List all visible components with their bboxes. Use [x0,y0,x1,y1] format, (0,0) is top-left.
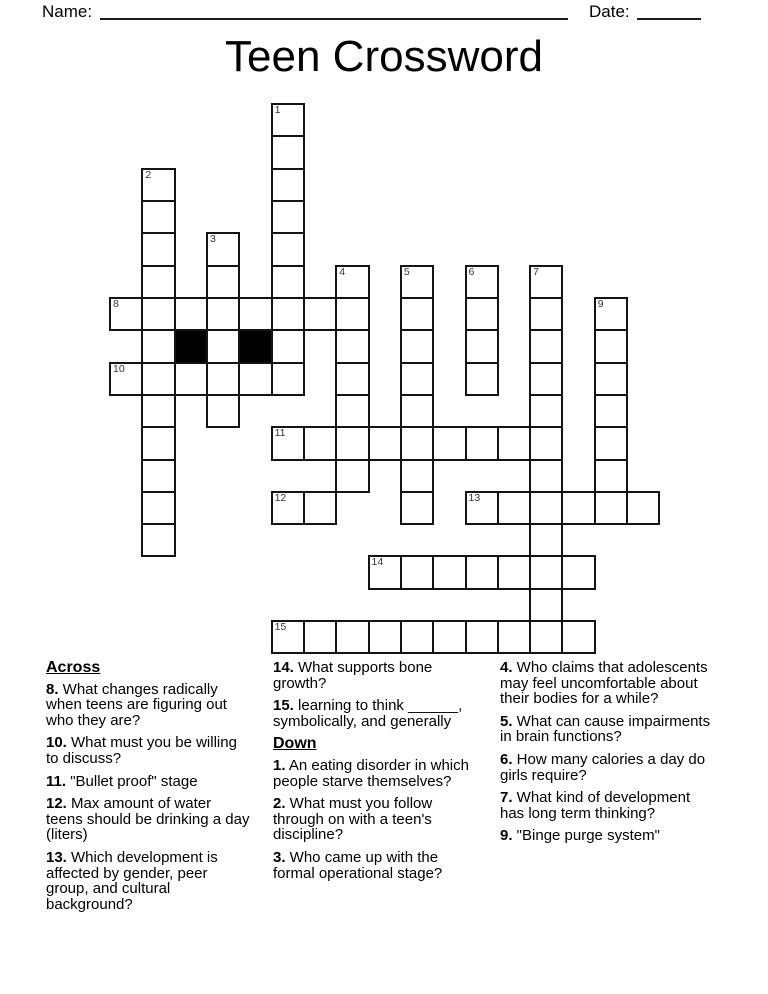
crossword-cell[interactable] [141,168,175,202]
clue-across-15: 15. learning to think ______, symbolically, and generally [273,697,463,730]
cell-number: 8 [113,297,119,310]
clue-number: 9. [500,827,513,845]
clue-number: 4. [500,659,513,676]
crossword-cell[interactable] [271,168,305,202]
crossword-cell[interactable] [141,491,175,525]
crossword-cell[interactable] [271,265,305,299]
clue-down-3: 3. Who came up with the formal operational stage? [273,848,443,882]
crossword-cell[interactable] [141,459,175,493]
crossword-cell[interactable] [141,394,175,428]
crossword-cell[interactable] [141,362,175,396]
crossword-cell[interactable] [529,297,563,331]
crossword-cell[interactable] [206,297,240,331]
crossword-cell[interactable] [529,265,563,299]
crossword-cell[interactable] [465,265,499,299]
crossword-cell[interactable] [529,394,563,428]
date-label: Date: [589,2,630,21]
clue-number: 8. [46,680,59,698]
crossword-cell[interactable] [335,426,369,460]
crossword-cell[interactable] [271,362,305,396]
crossword-cell[interactable] [335,265,369,299]
cell-number: 15 [274,621,287,634]
crossword-cell[interactable] [368,555,402,589]
crossword-cell[interactable] [497,555,531,589]
crossword-cell[interactable] [206,394,240,428]
cell-number: 1 [274,104,281,116]
cell-number: 12 [274,491,287,504]
cell-number: 5 [403,265,410,278]
crossword-cell[interactable] [271,200,305,234]
name-label: Name: [42,2,93,21]
clue-down-4: 4. Who claims that adolescents may feel uncomfortable about their bodies for a while? [500,659,708,708]
clue-down-1: 1. An eating disorder in which people starve themselves? [273,756,469,790]
clue-number: 10. [46,734,67,752]
crossword-cell[interactable] [561,491,595,525]
cell-number: 2 [145,168,152,181]
clue-down-9: 9. "Binge purge system" [500,827,660,845]
clue-number: 7. [500,789,513,807]
crossword-cell[interactable] [400,329,434,363]
clue-down-5: 5. What can cause impairments in brain functions? [500,712,711,746]
crossword-cell[interactable] [368,426,402,460]
crossword-cell[interactable] [271,491,305,525]
clue-number: 6. [500,750,513,768]
clue-number: 5. [500,712,513,730]
crossword-cell[interactable] [465,297,499,331]
crossword-cell[interactable] [497,491,531,525]
crossword-cell[interactable] [465,362,499,396]
crossword-cell[interactable] [497,426,531,460]
clue-number: 1. [273,756,286,774]
crossword-cell[interactable] [271,103,305,137]
crossword-cell[interactable] [335,394,369,428]
page-title: Teen Crossword [225,32,543,81]
clue-number: 14. [273,659,294,676]
crossword-cell[interactable] [206,232,240,266]
crossword-cell[interactable] [335,362,369,396]
crossword-cell[interactable] [141,297,175,331]
clue-list-header-across: Across [46,659,101,676]
clue-number: 11. [46,772,67,790]
clue-column-3 [500,660,714,851]
crossword-cell[interactable] [432,555,466,589]
crossword-cell[interactable] [432,426,466,460]
crossword-cell[interactable] [400,394,434,428]
crossword-cell[interactable] [594,459,628,493]
cell-number: 6 [468,265,475,278]
crossword-cell[interactable] [561,555,595,589]
crossword-cell[interactable] [594,329,628,363]
cell-number: 3 [209,233,216,246]
clue-across-12: 12. Max amount of water teens should be drinking a day (liters) [46,795,250,844]
crossword-cell[interactable] [529,459,563,493]
crossword-cell[interactable] [594,426,628,460]
clue-across-13: 13. Which development is affected by gender, peer group, and cultural background? [46,848,218,913]
crossword-cell[interactable] [206,362,240,396]
crossword-cell[interactable] [400,362,434,396]
crossword-cell[interactable] [303,297,337,331]
crossword-cell[interactable] [400,297,434,331]
crossword-cell[interactable] [465,329,499,363]
crossword-cell[interactable] [529,426,563,460]
crossword-cell[interactable] [206,265,240,299]
crossword-cell[interactable] [497,620,531,654]
crossword-cell[interactable] [141,265,175,299]
crossword-cell[interactable] [303,620,337,654]
crossword-cell[interactable] [271,135,305,169]
crossword-cell[interactable] [529,588,563,622]
clue-column-1 [46,660,250,919]
name-field-line[interactable] [100,18,568,20]
cell-number: 14 [371,556,384,569]
clue-number: 13. [46,848,67,866]
crossword-cell[interactable] [594,491,628,525]
clue-number: 3. [273,848,286,866]
crossword-cell[interactable] [271,426,305,460]
crossword-cell[interactable] [335,459,369,493]
crossword-cell[interactable] [109,362,143,396]
date-field-line[interactable] [637,18,701,20]
crossword-cell[interactable] [529,620,563,654]
crossword-cell[interactable] [465,620,499,654]
cell-number: 11 [274,427,286,440]
crossword-cell[interactable] [271,232,305,266]
crossword-cell[interactable] [271,620,305,654]
crossword-cell[interactable] [368,620,402,654]
cell-number: 10 [113,362,125,375]
clue-number: 15. [273,697,294,715]
crossword-cell[interactable] [594,394,628,428]
crossword-cell[interactable] [561,620,595,654]
crossword-cell[interactable] [529,555,563,589]
crossword-cell[interactable] [335,620,369,654]
crossword-cell[interactable] [465,555,499,589]
crossword-cell[interactable] [400,265,434,299]
crossword-black-cell [238,329,272,363]
crossword-cell[interactable] [465,491,499,525]
clue-down-7: 7. What kind of development has long term thinking? [500,789,691,822]
crossword-cell[interactable] [109,297,143,331]
clue-down-6: 6. How many calories a day do girls require? [500,750,706,784]
crossword-cell[interactable] [141,329,175,363]
crossword-cell[interactable] [174,362,208,396]
crossword-cell[interactable] [594,297,628,331]
crossword-cell[interactable] [238,362,272,396]
crossword-cell[interactable] [529,329,563,363]
crossword-cell[interactable] [141,232,175,266]
crossword-grid [109,103,660,654]
clue-down-2: 2. What must you follow through on with a teen's discipline? [273,795,433,844]
crossword-cell[interactable] [271,297,305,331]
crossword-cell[interactable] [400,555,434,589]
clue-across-11: 11. "Bullet proof" stage [46,772,198,790]
clue-number: 2. [273,795,286,813]
crossword-cell[interactable] [465,426,499,460]
crossword-cell[interactable] [400,491,434,525]
crossword-cell[interactable] [303,426,337,460]
crossword-cell[interactable] [303,491,337,525]
clue-column-2 [273,660,477,888]
crossword-black-cell [174,329,208,363]
clue-across-10: 10. What must you be willing to discuss? [46,734,237,767]
crossword-cell[interactable] [400,459,434,493]
clue-across-14: 14. What supports bone growth? [273,659,433,692]
crossword-cell[interactable] [238,297,272,331]
crossword-cell[interactable] [400,620,434,654]
crossword-cell[interactable] [141,426,175,460]
crossword-cell[interactable] [529,523,563,557]
crossword-cell[interactable] [529,491,563,525]
cell-number: 7 [533,265,539,278]
crossword-cell[interactable] [141,523,175,557]
cell-number: 13 [468,491,481,504]
crossword-cell[interactable] [594,362,628,396]
crossword-cell[interactable] [400,426,434,460]
crossword-cell[interactable] [141,200,175,234]
crossword-cell[interactable] [206,329,240,363]
crossword-cell[interactable] [174,297,208,331]
cell-number: 4 [339,265,346,278]
cell-number: 9 [597,297,604,310]
crossword-cell[interactable] [335,329,369,363]
crossword-cell[interactable] [335,297,369,331]
crossword-cell[interactable] [529,362,563,396]
clue-list-header-down: Down [273,735,317,753]
clue-number: 12. [46,795,67,813]
crossword-cell[interactable] [432,620,466,654]
clue-across-8: 8. What changes radically when teens are figuring out who they are? [46,680,227,729]
crossword-cell[interactable] [626,491,660,525]
crossword-cell[interactable] [271,329,305,363]
